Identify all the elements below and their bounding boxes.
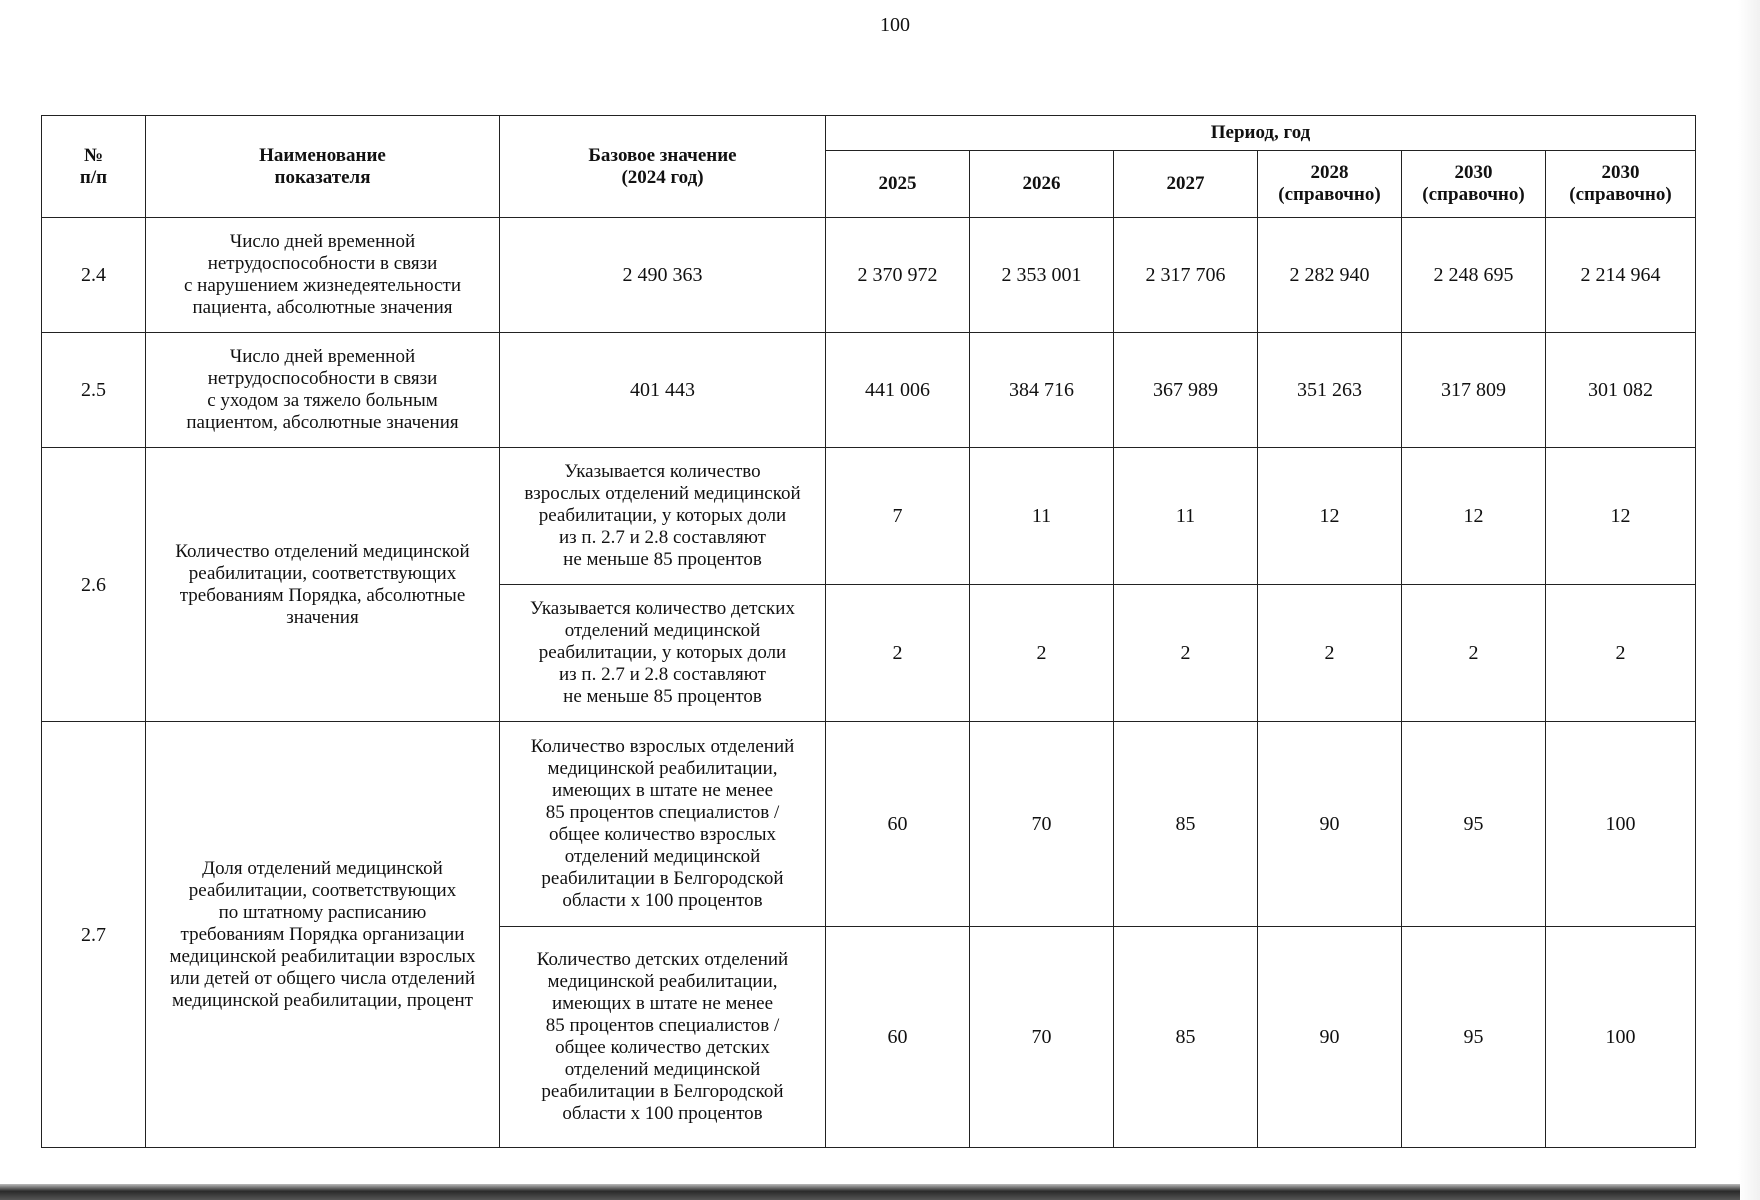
page-edge-shadow <box>1738 0 1760 1200</box>
year-value: 2 370 972 <box>826 218 970 333</box>
indicator-table-wrapper <box>41 115 1695 1148</box>
header-base: Базовое значение (2024 год) <box>500 116 826 218</box>
year-value: 441 006 <box>826 333 970 448</box>
base-description: Количество детских отделений медицинской реабилитации, имеющих в штате не менее 85 процентов специалистов / общее количество детских отделений медицинской реабилитации в Белгородской области x 100 процентов <box>500 927 826 1148</box>
year-value: 100 <box>1546 927 1696 1148</box>
base-value: 2 490 363 <box>500 218 826 333</box>
header-year: 2025 <box>826 151 970 218</box>
year-value: 367 989 <box>1114 333 1258 448</box>
table-row <box>42 448 1696 585</box>
indicator-name: Число дней временной нетрудоспособности в связи с нарушением жизнедеятельности пациента, абсолютные значения <box>146 218 500 333</box>
year-value: 301 082 <box>1546 333 1696 448</box>
year-value: 11 <box>1114 448 1258 585</box>
year-value: 2 <box>970 585 1114 722</box>
row-number: 2.6 <box>42 448 146 722</box>
year-value: 317 809 <box>1402 333 1546 448</box>
year-value: 2 353 001 <box>970 218 1114 333</box>
row-number: 2.4 <box>42 218 146 333</box>
indicator-table <box>41 115 1696 1148</box>
header-year: 2030 (справочно) <box>1546 151 1696 218</box>
year-value: 11 <box>970 448 1114 585</box>
year-value: 95 <box>1402 927 1546 1148</box>
year-value: 2 <box>1546 585 1696 722</box>
table-row <box>42 722 1696 927</box>
page-number: 100 <box>880 14 910 36</box>
year-value: 85 <box>1114 722 1258 927</box>
year-value: 7 <box>826 448 970 585</box>
year-value: 70 <box>970 722 1114 927</box>
indicator-name: Количество отделений медицинской реабилитации, соответствующих требованиям Порядка, абсолютные значения <box>146 448 500 722</box>
indicator-name: Доля отделений медицинской реабилитации, соответствующих по штатному расписанию требованиям Порядка организации медицинской реабилитации взрослых или детей от общего числа отделений медицинской реабилитации, процент <box>146 722 500 1148</box>
year-value: 2 <box>1258 585 1402 722</box>
year-value: 12 <box>1258 448 1402 585</box>
header-year: 2030 (справочно) <box>1402 151 1546 218</box>
row-number: 2.5 <box>42 333 146 448</box>
year-value: 2 <box>1402 585 1546 722</box>
scan-bottom-edge <box>0 1184 1740 1200</box>
year-value: 2 <box>826 585 970 722</box>
year-value: 12 <box>1402 448 1546 585</box>
base-description: Указывается количество взрослых отделений медицинской реабилитации, у которых доли из п. 2.7 и 2.8 составляют не меньше 85 процентов <box>500 448 826 585</box>
year-value: 90 <box>1258 722 1402 927</box>
base-value: 401 443 <box>500 333 826 448</box>
header-year: 2028 (справочно) <box>1258 151 1402 218</box>
year-value: 90 <box>1258 927 1402 1148</box>
header-num: № п/п <box>42 116 146 218</box>
year-value: 85 <box>1114 927 1258 1148</box>
header-year: 2027 <box>1114 151 1258 218</box>
year-value: 2 214 964 <box>1546 218 1696 333</box>
year-value: 12 <box>1546 448 1696 585</box>
year-value: 2 282 940 <box>1258 218 1402 333</box>
base-description: Указывается количество детских отделений медицинской реабилитации, у которых доли из п. 2.7 и 2.8 составляют не меньше 85 процентов <box>500 585 826 722</box>
header-period: Период, год <box>826 116 1696 151</box>
year-value: 2 317 706 <box>1114 218 1258 333</box>
year-value: 95 <box>1402 722 1546 927</box>
table-row <box>42 218 1696 333</box>
year-value: 2 248 695 <box>1402 218 1546 333</box>
table-row <box>42 333 1696 448</box>
year-value: 384 716 <box>970 333 1114 448</box>
year-value: 351 263 <box>1258 333 1402 448</box>
year-value: 100 <box>1546 722 1696 927</box>
year-value: 60 <box>826 722 970 927</box>
row-number: 2.7 <box>42 722 146 1148</box>
year-value: 60 <box>826 927 970 1148</box>
indicator-name: Число дней временной нетрудоспособности в связи с уходом за тяжело больным пациентом, абсолютные значения <box>146 333 500 448</box>
year-value: 70 <box>970 927 1114 1148</box>
header-year: 2026 <box>970 151 1114 218</box>
base-description: Количество взрослых отделений медицинской реабилитации, имеющих в штате не менее 85 процентов специалистов / общее количество взрослых отделений медицинской реабилитации в Белгородской области x 100 процентов <box>500 722 826 927</box>
year-value: 2 <box>1114 585 1258 722</box>
header-name: Наименование показателя <box>146 116 500 218</box>
